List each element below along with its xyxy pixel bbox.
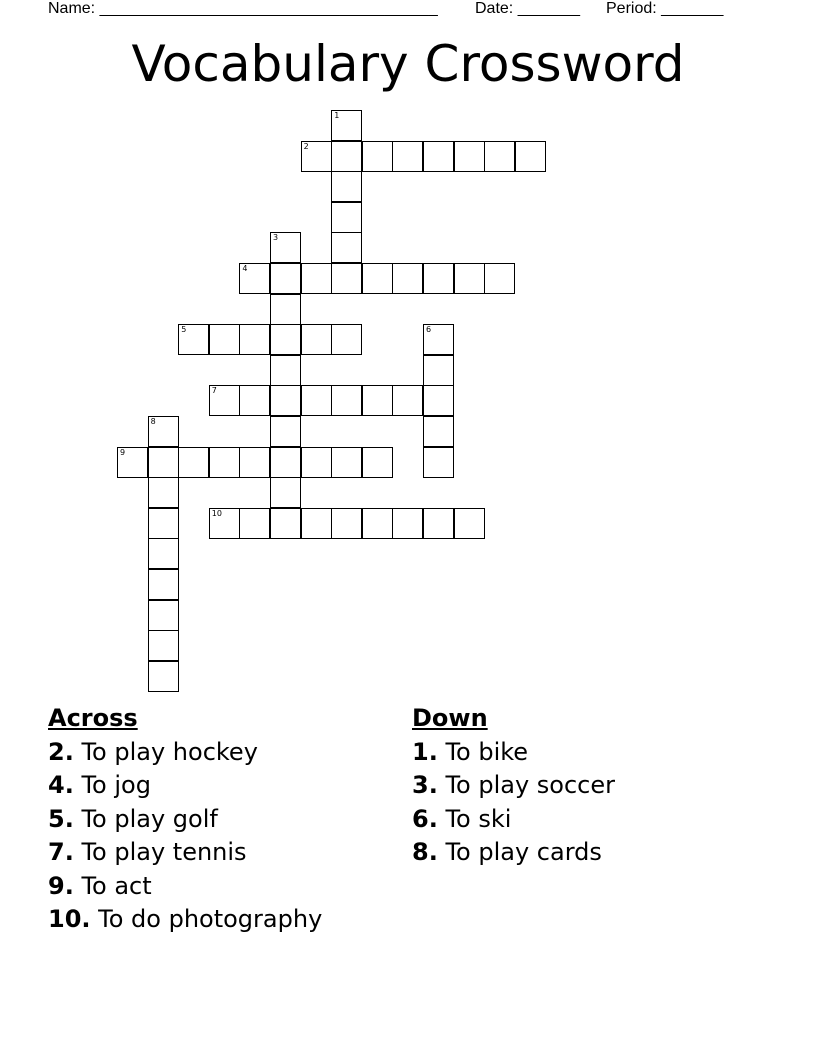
crossword-cell[interactable] [331, 141, 362, 172]
cell-number: 3 [273, 233, 279, 243]
clue-text: To act [73, 871, 152, 900]
crossword-cell[interactable] [362, 141, 393, 172]
crossword-cell[interactable] [423, 324, 454, 355]
crossword-cell[interactable] [301, 324, 332, 355]
down-heading: Down [412, 704, 488, 732]
clue-item [48, 836, 322, 870]
crossword-cell[interactable] [148, 447, 179, 478]
crossword-cell[interactable] [331, 385, 362, 416]
clue-item [48, 769, 322, 803]
crossword-cell[interactable] [148, 508, 179, 539]
crossword-cell[interactable] [148, 661, 179, 692]
crossword-cell[interactable] [239, 324, 270, 355]
cell-number: 6 [426, 325, 432, 335]
crossword-cell[interactable] [423, 385, 454, 416]
crossword-cell[interactable] [301, 508, 332, 539]
crossword-cell[interactable] [331, 263, 362, 294]
clue-number: 6. [412, 804, 438, 833]
crossword-cell[interactable] [484, 263, 515, 294]
clue-text: To play tennis [73, 838, 247, 866]
crossword-cell[interactable] [301, 385, 332, 416]
clue-number: 5. [48, 804, 74, 833]
crossword-cell[interactable] [239, 447, 270, 478]
clue-item [412, 803, 615, 837]
crossword-cell[interactable] [178, 324, 209, 355]
clue-text: To play hockey [73, 737, 258, 766]
name-field: Name: ______________________________________ [48, 0, 438, 17]
crossword-cell[interactable] [209, 508, 240, 539]
crossword-cell[interactable] [331, 508, 362, 539]
crossword-cell[interactable] [423, 508, 454, 539]
crossword-cell[interactable] [148, 416, 179, 447]
crossword-cell[interactable] [331, 324, 362, 355]
cell-number: 7 [211, 386, 217, 396]
crossword-cell[interactable] [423, 416, 454, 447]
crossword-cell[interactable] [270, 232, 301, 263]
crossword-cell[interactable] [331, 110, 362, 141]
across-clues [48, 702, 322, 937]
crossword-cell[interactable] [209, 324, 240, 355]
crossword-cell[interactable] [270, 324, 301, 355]
cell-number: 5 [181, 325, 187, 335]
clue-number: 8. [412, 838, 438, 866]
crossword-cell[interactable] [392, 385, 423, 416]
crossword-cell[interactable] [331, 447, 362, 478]
crossword-cell[interactable] [362, 447, 393, 478]
across-heading: Across [48, 704, 138, 732]
crossword-cell[interactable] [301, 263, 332, 294]
cell-number: 2 [303, 141, 309, 151]
crossword-cell[interactable] [331, 202, 362, 233]
crossword-cell[interactable] [178, 447, 209, 478]
crossword-cell[interactable] [239, 263, 270, 294]
crossword-cell[interactable] [148, 600, 179, 631]
crossword-cell[interactable] [270, 263, 301, 294]
clue-item [48, 736, 322, 770]
crossword-cell[interactable] [423, 447, 454, 478]
crossword-cell[interactable] [209, 447, 240, 478]
crossword-cell[interactable] [270, 447, 301, 478]
crossword-cell[interactable] [117, 447, 148, 478]
crossword-cell[interactable] [270, 416, 301, 447]
crossword-cell[interactable] [454, 263, 485, 294]
clue-text: To bike [437, 737, 529, 766]
clue-item [412, 836, 615, 870]
clue-number: 1. [412, 737, 438, 766]
down-clues [412, 702, 615, 870]
period-field: Period: _______ [606, 0, 724, 17]
crossword-cell[interactable] [454, 141, 485, 172]
clue-item [48, 870, 322, 904]
page-title: Vocabulary Crossword [131, 35, 685, 93]
cell-number: 9 [120, 447, 126, 457]
crossword-cell[interactable] [270, 355, 301, 386]
crossword-cell[interactable] [148, 538, 179, 569]
crossword-cell[interactable] [515, 141, 546, 172]
clue-text: To play golf [73, 804, 218, 833]
clue-text: To do photography [90, 905, 323, 933]
clue-number: 4. [48, 771, 74, 799]
clue-item [48, 903, 322, 937]
clue-text: To play cards [437, 838, 602, 866]
cell-number: 10 [211, 508, 222, 518]
clue-number: 10. [48, 905, 91, 933]
crossword-cell[interactable] [148, 569, 179, 600]
crossword-cell[interactable] [239, 508, 270, 539]
crossword-cell[interactable] [270, 477, 301, 508]
clue-number: 9. [48, 871, 74, 900]
cell-number: 1 [334, 111, 340, 120]
crossword-cell[interactable] [423, 263, 454, 294]
clue-number: 2. [48, 737, 74, 766]
clue-text: To jog [73, 771, 151, 799]
crossword-cell[interactable] [454, 508, 485, 539]
crossword-cell[interactable] [362, 263, 393, 294]
cell-number: 8 [150, 417, 156, 426]
clue-item [48, 803, 322, 837]
clue-text: To ski [437, 804, 512, 833]
crossword-cell[interactable] [301, 141, 332, 172]
clue-number: 3. [412, 771, 438, 799]
cell-number: 4 [242, 264, 248, 273]
crossword-cell[interactable] [270, 294, 301, 325]
clue-item [412, 769, 615, 803]
crossword-cell[interactable] [301, 447, 332, 478]
crossword-cell[interactable] [331, 171, 362, 202]
crossword-cell[interactable] [423, 355, 454, 386]
crossword-cell[interactable] [331, 232, 362, 263]
date-field: Date: _______ [475, 0, 580, 17]
crossword-cell[interactable] [362, 385, 393, 416]
crossword-cell[interactable] [392, 263, 423, 294]
crossword-cell[interactable] [362, 508, 393, 539]
clue-text: To play soccer [437, 771, 616, 799]
crossword-cell[interactable] [239, 385, 270, 416]
crossword-cell[interactable] [423, 141, 454, 172]
crossword-cell[interactable] [392, 508, 423, 539]
crossword-cell[interactable] [392, 141, 423, 172]
clue-number: 7. [48, 838, 74, 866]
crossword-cell[interactable] [148, 630, 179, 661]
crossword-cell[interactable] [270, 385, 301, 416]
crossword-cell[interactable] [209, 385, 240, 416]
crossword-cell[interactable] [148, 477, 179, 508]
crossword-cell[interactable] [484, 141, 515, 172]
clue-item [412, 736, 615, 770]
crossword-cell[interactable] [270, 508, 301, 539]
